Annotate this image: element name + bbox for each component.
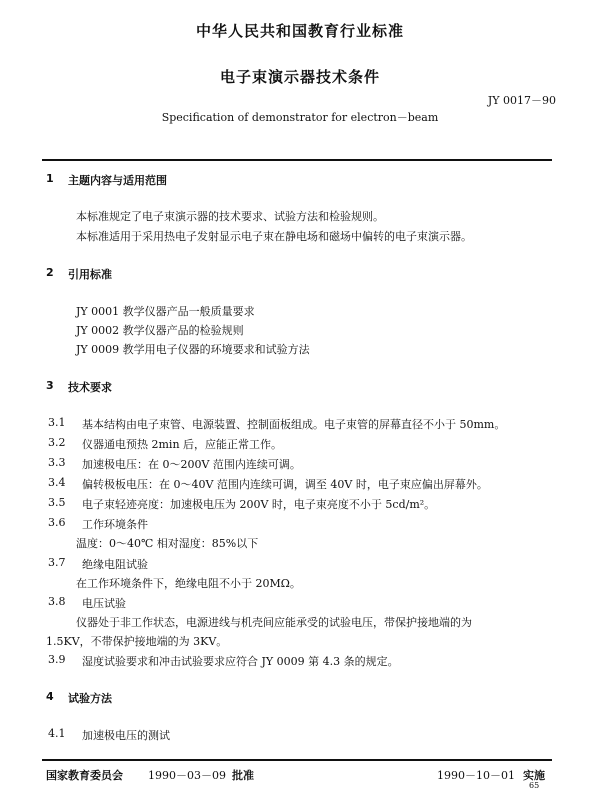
clause-number: 3.4 bbox=[48, 476, 66, 489]
reference-item: JY 0001 教学仪器产品一般质量要求 bbox=[76, 305, 255, 318]
clause-number: 3.3 bbox=[48, 456, 66, 469]
header-rule bbox=[42, 159, 552, 161]
section-1-title: 主题内容与适用范围 bbox=[68, 174, 167, 187]
clause-text: 工作环境条件 bbox=[82, 518, 148, 531]
section-1-para-2: 本标准适用于采用热电子发射显示电子束在静电场和磁场中偏转的电子束演示器。 bbox=[76, 230, 472, 243]
clause-text: 湿度试验要求和冲击试验要求应符合 JY 0009 第 4.3 条的规定。 bbox=[82, 655, 399, 668]
clause-text: 仪器通电预热 2min 后，应能正常工作。 bbox=[82, 438, 283, 451]
clause-text: 仪器处于非工作状态，电源进线与机壳间应能承受的试验电压，带保护接地端的为 bbox=[76, 616, 472, 629]
clause-number: 3.8 bbox=[48, 595, 66, 608]
section-2-title: 引用标准 bbox=[68, 268, 112, 281]
section-3-number: 3 bbox=[46, 379, 54, 392]
approval-date: 1990－03－09 bbox=[148, 769, 226, 782]
page-number: 65 bbox=[529, 781, 540, 790]
section-1-number: 1 bbox=[46, 172, 54, 185]
clause-text: 电子束轻迹亮度：加速极电压为 200V 时，电子束亮度不小于 5cd/m²。 bbox=[82, 498, 436, 511]
environment-conditions: 温度：0～40℃ 相对湿度：85%以下 bbox=[76, 537, 259, 550]
clause-text: 加速极电压的测试 bbox=[82, 729, 170, 742]
clause-number: 3.6 bbox=[48, 516, 66, 529]
standard-category-header: 中华人民共和国教育行业标准 bbox=[195, 22, 404, 40]
section-2-number: 2 bbox=[46, 266, 54, 279]
clause-number: 3.9 bbox=[48, 653, 66, 666]
approval-label: 批准 bbox=[232, 769, 254, 782]
clause-text: 偏转极板电压：在 0～40V 范围内连续可调，调至 40V 时，电子束应偏出屏幕外。 bbox=[82, 478, 488, 491]
clause-text: 加速极电压：在 0～200V 范围内连续可调。 bbox=[82, 458, 301, 471]
document-title: 电子束演示器技术条件 bbox=[219, 68, 380, 86]
section-3-title: 技术要求 bbox=[68, 381, 112, 394]
clause-number: 3.7 bbox=[48, 556, 66, 569]
clause-number: 3.1 bbox=[48, 416, 66, 429]
clause-number: 3.2 bbox=[48, 436, 66, 449]
section-4-title: 试验方法 bbox=[68, 692, 112, 705]
issuing-organization: 国家教育委员会 bbox=[46, 769, 123, 782]
clause-title: 电压试验 bbox=[82, 597, 126, 610]
clause-text: 基本结构由电子束管、电源装置、控制面板组成。电子束管的屏幕直径不小于 50mm。 bbox=[82, 418, 506, 431]
clause-title: 绝缘电阻试验 bbox=[82, 558, 148, 571]
footer-rule bbox=[42, 759, 552, 761]
clause-text: 在工作环境条件下，绝缘电阻不小于 20MΩ。 bbox=[76, 577, 301, 590]
section-4-number: 4 bbox=[46, 690, 54, 703]
section-1-para-1: 本标准规定了电子束演示器的技术要求、试验方法和检验规则。 bbox=[76, 210, 384, 223]
english-subtitle: Specification of demonstrator for electron－beam bbox=[161, 111, 439, 124]
clause-number: 3.5 bbox=[48, 496, 66, 509]
clause-number: 4.1 bbox=[48, 727, 66, 740]
reference-item: JY 0009 教学用电子仪器的环境要求和试验方法 bbox=[76, 343, 310, 356]
clause-text-continued: 1.5KV，不带保护接地端的为 3KV。 bbox=[46, 635, 228, 648]
standard-code: JY 0017－90 bbox=[487, 94, 556, 107]
implementation-date: 1990－10－01 bbox=[437, 769, 515, 782]
implementation-label: 实施 bbox=[523, 769, 545, 782]
reference-item: JY 0002 教学仪器产品的检验规则 bbox=[76, 324, 244, 337]
